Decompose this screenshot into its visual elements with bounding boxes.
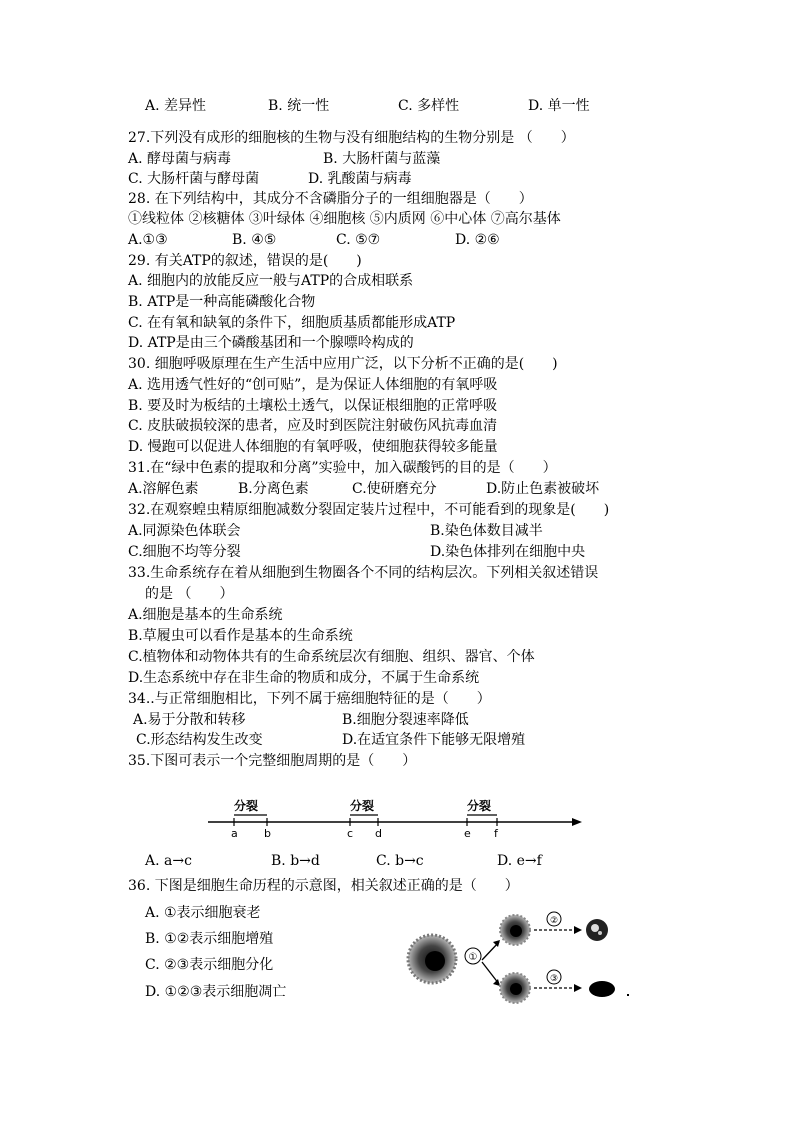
point-f: f [494, 827, 498, 840]
q31-option-d: D.防止色素被破坏 [486, 481, 600, 497]
q29-option-a: A. 细胞内的放能反应一般与ATP的合成相联系 [128, 273, 414, 289]
stray-mark [627, 994, 629, 996]
q34-stem: 34..与正常细胞相比，下列不属于癌细胞特征的是（ ） [128, 691, 491, 707]
q34-option-a: A.易于分散和转移 [133, 712, 246, 728]
q32-option-d: D.染色体排列在细胞中央 [430, 544, 586, 560]
cell-life-history-diagram [402, 902, 632, 1007]
q27-option-a: A. 酵母菌与病毒 [128, 151, 232, 167]
q35-option-d: D. e→f [497, 853, 542, 869]
q26-option-c: C. 多样性 [398, 98, 460, 114]
q31-option-b: B.分离色素 [238, 481, 309, 497]
q31-option-a: A.溶解色素 [128, 481, 199, 497]
division-label-3: 分裂 [467, 799, 492, 813]
q32-stem: 32.在观察蝗虫精原细胞减数分裂固定装片过程中，不可能看到的现象是( ) [128, 502, 610, 518]
q34-option-d: D.在适宜条件下能够无限增殖 [342, 732, 526, 748]
q27-option-c: C. 大肠杆菌与酵母菌 [128, 171, 260, 187]
division-label-1: 分裂 [234, 799, 259, 813]
q33-stem: 33.生命系统存在着从细胞到生物圈各个不同的结构层次。下列相关叙述错误 [128, 565, 599, 581]
q35-option-b: B. b→d [271, 853, 320, 869]
q28-option-c: C. ⑤⑦ [336, 232, 381, 248]
svg-text:①: ① [468, 952, 478, 963]
q32-options-row2 [0, 542, 794, 562]
daughter-cell-top-image [500, 915, 530, 945]
q33-option-b: B.草履虫可以看作是基本的生命系统 [128, 628, 353, 644]
timeline-arrowhead [572, 818, 582, 826]
svg-text:②: ② [549, 916, 559, 926]
aged-cell-image [586, 919, 608, 941]
q30-option-b: B. 要及时为板结的土壤松土透气，以保证根细胞的正常呼吸 [128, 398, 498, 414]
q27-options-row1 [0, 149, 794, 169]
step-1-label [465, 948, 481, 964]
q30-option-d: D. 慢跑可以促进人体细胞的有氧呼吸，使细胞获得较多能量 [128, 439, 498, 455]
q26-option-b: B. 统一性 [268, 98, 330, 114]
q35-options [0, 851, 794, 871]
q30-option-c: C. 皮肤破损较深的患者，应及时到医院注射破伤风抗毒血清 [128, 418, 498, 434]
q32-option-c: C.细胞不均等分裂 [128, 544, 241, 560]
q28-option-a: A.①③ [128, 232, 168, 248]
q27-stem: 27.下列没有成形的细胞核的生物与没有细胞结构的生物分别是 （ ） [128, 130, 575, 146]
daughter-cell-bottom-image [500, 973, 530, 1003]
q31-stem: 31.在“绿中色素的提取和分离”实验中，加入碳酸钙的目的是（ ） [128, 460, 557, 476]
q28-stem: 28. 在下列结构中，其成分不含磷脂分子的一组细胞器是（ ） [128, 191, 533, 207]
q29-stem: 29. 有关ATP的叙述，错误的是( ) [128, 253, 362, 269]
q36-option-d: D. ①②③表示细胞凋亡 [145, 984, 287, 1000]
q31-option-c: C.使研磨充分 [352, 481, 437, 497]
q26-options [0, 96, 794, 116]
q36-option-a: A. ①表示细胞衰老 [145, 905, 261, 921]
q28-items: ①线粒体 ②核糖体 ③叶绿体 ④细胞核 ⑤内质网 ⑥中心体 ⑦高尔基体 [128, 211, 561, 227]
q28-option-d: D. ②⑥ [455, 232, 500, 248]
q33-option-c: C.植物体和动物体共有的生命系统层次有细胞、组织、器官、个体 [128, 649, 535, 665]
q36-option-c: C. ②③表示细胞分化 [145, 957, 274, 973]
q34-options-row2 [0, 730, 794, 750]
q34-option-c: C.形态结构发生改变 [136, 732, 263, 748]
division-label-2: 分裂 [350, 799, 375, 813]
step-3-label [547, 970, 561, 984]
q29-option-c: C. 在有氧和缺氧的条件下，细胞质基质都能形成ATP [128, 315, 456, 331]
q28-option-b: B. ④⑤ [232, 232, 277, 248]
q33-stem-cont: 的是 （ ） [145, 586, 234, 602]
point-c: c [347, 827, 354, 840]
q27-option-d: D. 乳酸菌与病毒 [308, 171, 412, 187]
step-2-label [547, 912, 561, 926]
q36-option-b: B. ①②表示细胞增殖 [145, 931, 274, 947]
q30-stem: 30. 细胞呼吸原理在生产生活中应用广泛，以下分析不正确的是( ) [128, 356, 558, 372]
q30-option-a: A. 选用透气性好的“创可贴”，是为保证人体细胞的有氧呼吸 [128, 377, 498, 393]
q26-option-d: D. 单一性 [528, 98, 590, 114]
cell-cycle-timeline [200, 795, 585, 840]
q27-option-b: B. 大肠杆菌与蓝藻 [323, 151, 441, 167]
q29-option-b: B. ATP是一种高能磷酸化合物 [128, 294, 316, 310]
q33-option-d: D.生态系统中存在非生命的物质和成分，不属于生命系统 [128, 670, 480, 686]
q35-option-a: A. a→c [145, 853, 192, 869]
q32-option-a: A.同源染色体联会 [128, 523, 241, 539]
svg-text:③: ③ [549, 974, 559, 984]
q32-option-b: B.染色体数目减半 [430, 523, 543, 539]
q35-option-c: C. b→c [376, 853, 424, 869]
q31-options [0, 479, 794, 499]
point-e: e [464, 827, 471, 840]
q28-options [0, 230, 794, 250]
original-cell-image [408, 935, 456, 983]
dead-cell-image [589, 981, 615, 997]
q27-options-row2 [0, 169, 794, 189]
q36-stem: 36. 下图是细胞生命历程的示意图，相关叙述正确的是（ ） [128, 878, 519, 894]
q32-options-row1 [0, 521, 794, 541]
q35-stem: 35.下图可表示一个完整细胞周期的是（ ） [128, 753, 417, 769]
q29-option-d: D. ATP是由三个磷酸基团和一个腺嘌呤构成的 [128, 335, 414, 351]
q26-option-a: A. 差异性 [145, 98, 207, 114]
q34-options-row1 [0, 710, 794, 730]
q34-option-b: B.细胞分裂速率降低 [342, 712, 469, 728]
q33-option-a: A.细胞是基本的生命系统 [128, 607, 283, 623]
point-a: a [231, 827, 238, 840]
point-d: d [375, 827, 382, 840]
point-b: b [264, 827, 271, 840]
